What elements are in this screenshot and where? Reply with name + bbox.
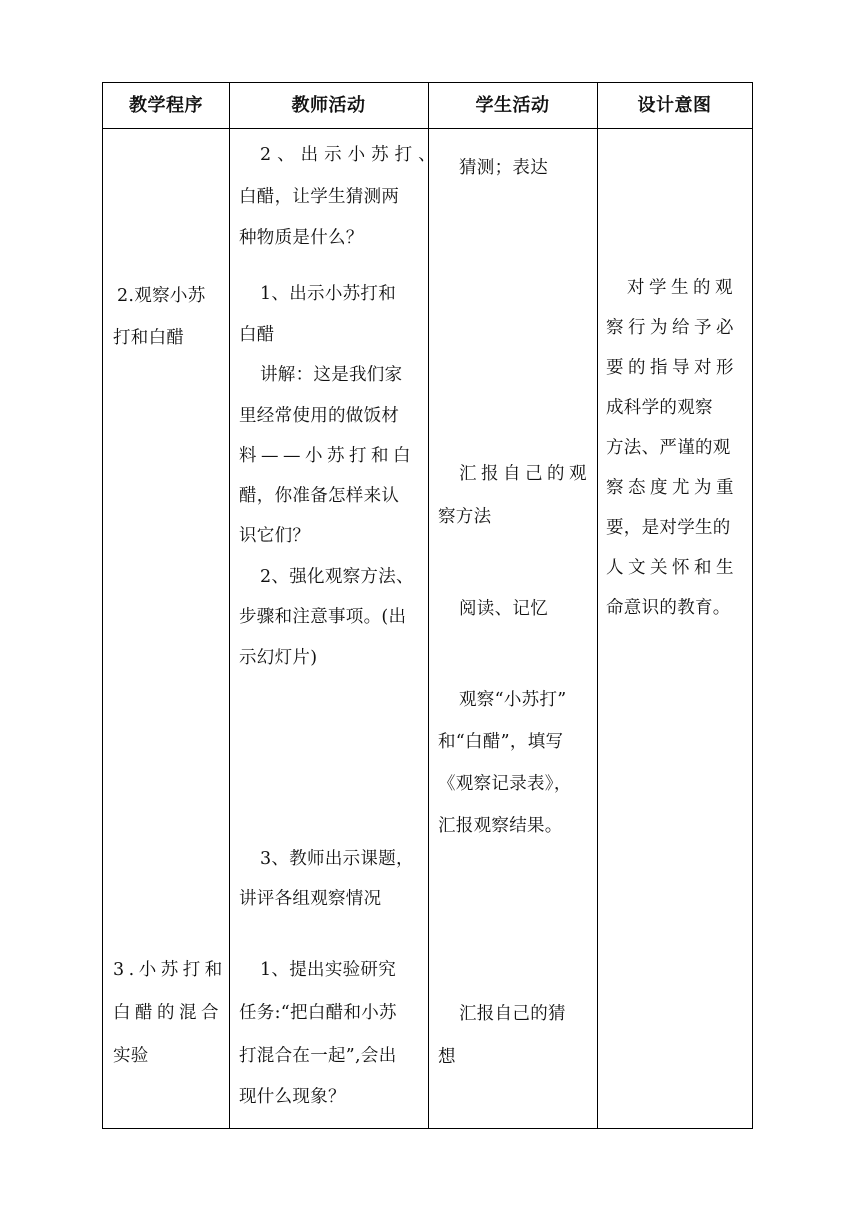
- student-line: 想: [438, 1047, 456, 1067]
- teacher-line: 2、强化观察方法、: [260, 567, 414, 587]
- student-line: 和“白醋”，填写: [438, 732, 564, 752]
- teacher-line: 1、提出实验研究: [260, 960, 397, 980]
- teacher-line: 醋，你准备怎样来认: [239, 486, 400, 506]
- student-read: 阅读、记忆: [459, 599, 548, 619]
- teacher-line: 1、出示小苏打和: [260, 284, 397, 304]
- header-procedure: 教学程序: [129, 95, 203, 116]
- teacher-line: 料——小苏打和白: [239, 446, 415, 466]
- teacher-line: 示幻灯片): [239, 648, 318, 668]
- teacher-line: 步骤和注意事项。(出: [239, 607, 407, 627]
- header-student-activity: 学生活动: [475, 95, 550, 116]
- header-divider: [103, 128, 752, 129]
- teacher-line: 打混合在一起”,会出: [239, 1046, 397, 1066]
- intent-line: 要，是对学生的: [606, 518, 731, 538]
- intent-line: 方法、严谨的观: [606, 438, 731, 458]
- procedure-line: 3.小苏打和: [113, 960, 227, 980]
- procedure-line: 2.观察小苏: [117, 286, 206, 306]
- header-teacher-activity: 教师活动: [291, 95, 366, 116]
- teacher-line: 种物质是什么？: [239, 228, 364, 248]
- student-line: 观察“小苏打”: [459, 690, 567, 710]
- student-line: 《观察记录表》，: [438, 774, 572, 794]
- intent-line: 成科学的观察: [606, 398, 713, 418]
- teacher-line: 3、教师出示课题，: [260, 849, 414, 869]
- teacher-line: 白醋: [239, 325, 275, 345]
- intent-line: 察态度尤为重: [606, 478, 738, 498]
- student-line: 察方法: [438, 507, 492, 527]
- intent-line: 察行为给予必: [606, 318, 738, 338]
- teacher-line: 讲评各组观察情况: [239, 889, 382, 909]
- teacher-line: 识它们？: [239, 526, 311, 546]
- teacher-line: 白醋，让学生猜测两: [239, 187, 400, 207]
- lesson-plan-table: [102, 82, 753, 1129]
- header-design-intent: 设计意图: [637, 95, 712, 116]
- teacher-line: 2、出示小苏打、: [260, 145, 442, 165]
- teacher-line: 任务:“把白醋和小苏: [239, 1003, 397, 1023]
- procedure-line: 打和白醋: [113, 328, 185, 348]
- teacher-line: 里经常使用的做饭材: [239, 406, 400, 426]
- intent-line: 要的指导对形: [606, 358, 738, 378]
- student-guess: 猜测；表达: [459, 158, 548, 178]
- column-divider: [597, 83, 598, 1128]
- student-line: 汇报自己的观: [459, 464, 591, 484]
- intent-line: 对学生的观: [627, 278, 737, 298]
- procedure-line: 白醋的混合: [113, 1003, 223, 1023]
- column-divider: [229, 83, 230, 1128]
- student-line: 汇报自己的猜: [459, 1004, 566, 1024]
- column-divider: [428, 83, 429, 1128]
- student-line: 汇报观察结果。: [438, 816, 563, 836]
- teacher-line: 讲解：这是我们家: [260, 365, 403, 385]
- intent-line: 人文关怀和生: [606, 558, 738, 578]
- intent-line: 命意识的教育。: [606, 598, 731, 618]
- procedure-line: 实验: [113, 1046, 149, 1066]
- teacher-line: 现什么现象？: [239, 1087, 346, 1107]
